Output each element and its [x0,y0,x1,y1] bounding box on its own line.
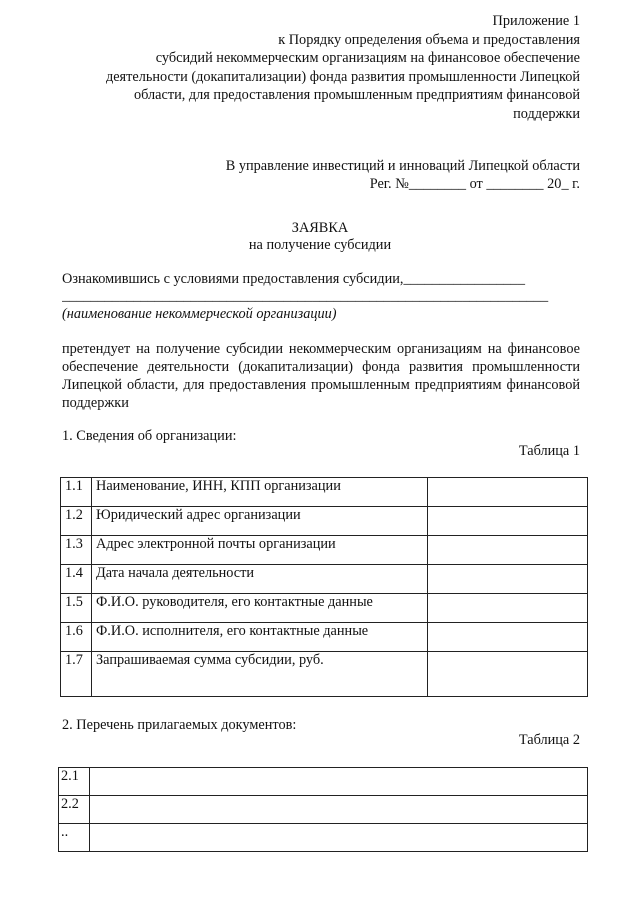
document-cell[interactable] [90,824,588,852]
table-row [59,824,588,852]
appendix-line: Приложение 1 [492,13,580,29]
row-label: Адрес электронной почты организации [92,536,428,565]
row-number: 1.7 [61,652,92,697]
row-value-cell[interactable] [428,536,588,565]
intro-line: Ознакомившись с условиями предоставления субсидии,_________________ [62,271,525,287]
appendix-line: поддержки [513,105,580,122]
row-value-cell[interactable] [428,623,588,652]
row-label: Запрашиваемая сумма субсидии, руб. [92,652,428,697]
table-row [61,565,588,594]
row-number: 2.1 [59,768,90,796]
row-number: 1.3 [61,536,92,565]
appendix-line: субсидий некоммерческим организациям на финансовое обеспечение [155,50,580,66]
row-number: 1.5 [61,594,92,623]
table1-caption: Таблица 1 [518,443,580,459]
document-cell[interactable] [90,768,588,796]
row-number: 1.4 [61,565,92,594]
table2-caption: Таблица 2 [518,732,580,748]
table-row [59,768,588,796]
claim-paragraph: претендует на получение субсидии некоммерческим организациям на финансовое обеспечение деятельности (докапитализации) фонда развития промышленности Липецкой области, для предоставления промышленным предприятиям финансовой поддержки [62,341,580,411]
appendix-block [60,12,580,123]
row-value-cell[interactable] [428,478,588,507]
appendix-line: деятельности (докапитализации) фонда развития промышленности Липецкой [105,68,580,85]
row-number: .. [59,824,90,852]
table-row [61,536,588,565]
section1-heading: 1. Сведения об организации: [62,428,237,444]
row-label: Ф.И.О. руководителя, его контактные данные [92,594,428,623]
organization-info-table [60,477,588,697]
row-number: 1.1 [61,478,92,507]
appendix-line: области, для предоставления промышленным предприятиям финансовой [133,87,580,103]
intro-blank-line: ____________________________________________________________________ [62,288,549,304]
table-row [61,623,588,652]
table-row [59,796,588,824]
row-number: 2.2 [59,796,90,824]
row-label: Ф.И.О. исполнителя, его контактные данные [92,623,428,652]
row-value-cell[interactable] [428,594,588,623]
row-label: Юридический адрес организации [92,507,428,536]
row-number: 1.2 [61,507,92,536]
appendix-line: к Порядку определения объема и предоставления [278,31,580,48]
row-value-cell[interactable] [428,652,588,697]
row-value-cell[interactable] [428,507,588,536]
row-number: 1.6 [61,623,92,652]
table-row [61,478,588,507]
table-row [61,594,588,623]
row-value-cell[interactable] [428,565,588,594]
recipient-line: В управление инвестиций и инноваций Липецкой области [225,158,580,174]
row-label: Наименование, ИНН, КПП организации [92,478,428,507]
organization-name-caption: (наименование некоммерческой организации) [62,306,337,322]
registration-line: Рег. №________ от ________ 20_ г. [369,176,580,192]
table-row [61,507,588,536]
document-title: ЗАЯВКА [291,220,349,236]
recipient-block [60,157,580,193]
section2-heading: 2. Перечень прилагаемых документов: [62,717,297,733]
document-cell[interactable] [90,796,588,824]
row-label: Дата начала деятельности [92,565,428,594]
document-subtitle: на получение субсидии [248,237,392,253]
table-row [61,652,588,697]
documents-list-table [58,767,588,852]
